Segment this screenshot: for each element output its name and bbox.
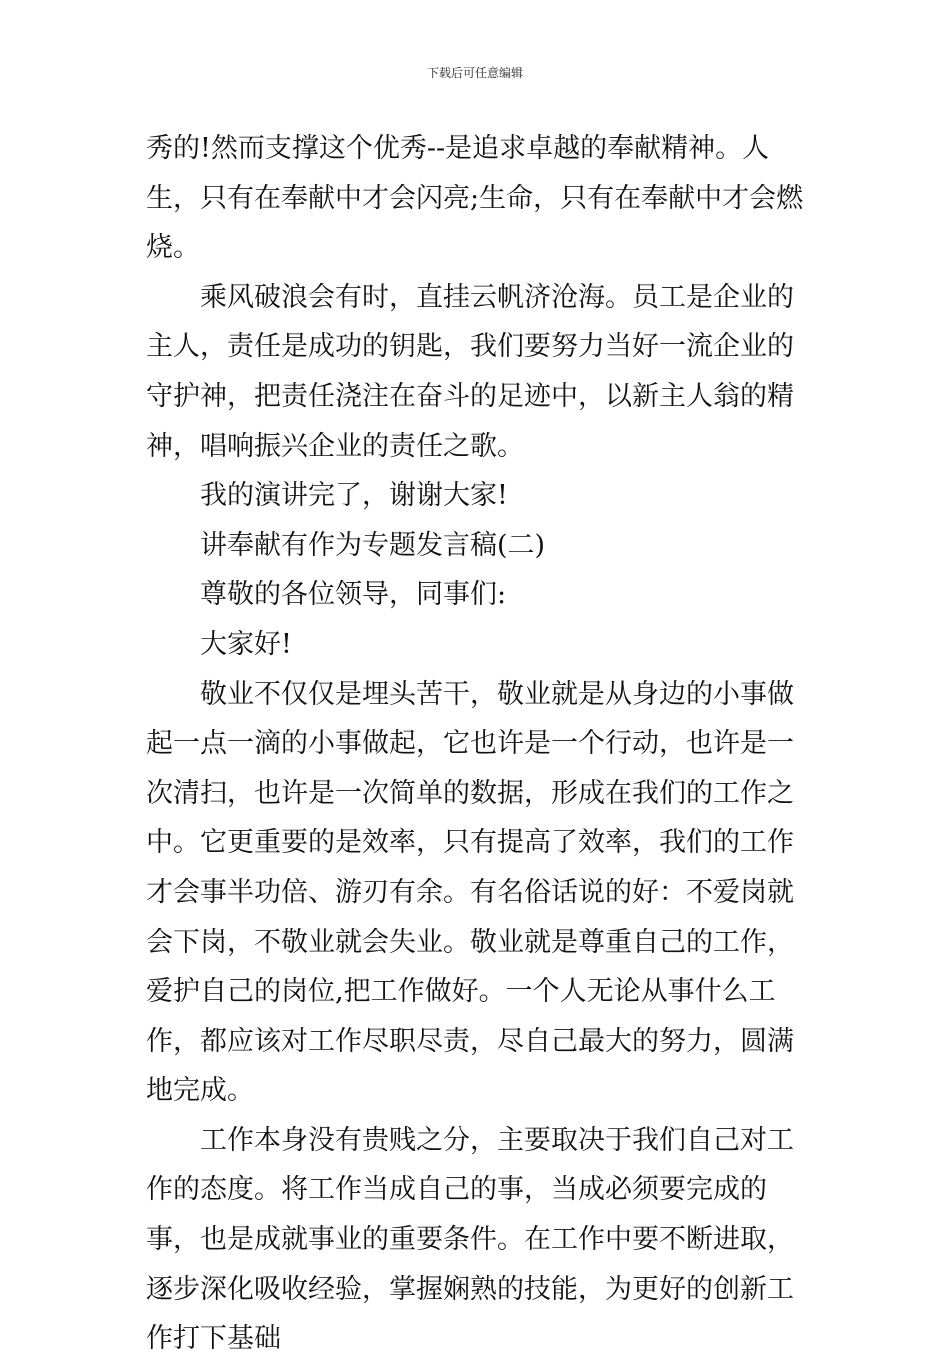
page-header-note: 下载后可任意编辑: [426, 66, 523, 80]
section-title: 讲奉献有作为专题发言稿(二): [200, 529, 546, 561]
salutation: 尊敬的各位领导，同事们:: [200, 579, 507, 611]
paragraph: 敬业不仅仅是埋头苦干，敬业就是从身边的小事做起一点一滴的小事做起，它也许是一个行动，也许是一次清扫，也许是一次简单的数据，形成在我们的工作之中。它更重要的是效率，只有提高了效率，我们的工作才会事半功倍、游刃有余。有名俗话说的好：不爱岗就会下岗，不敬业就会失业。敬业就是尊重自己的工作，爱护自己的岗位,把工作做好。一个人无论从事什么工作，都应该对工作尽职尽责，尽自己最大的努力，圆满地完成。: [146, 678, 794, 1107]
paragraph: 秀的!然而支撑这个优秀--是追求卓越的奉献精神。人生，只有在奉献中才会闪亮;生命，只有在奉献中才会燃烧。: [146, 133, 804, 264]
document-body: [146, 124, 808, 1364]
greeting: 大家好!: [200, 628, 292, 660]
paragraph: 乘风破浪会有时，直挂云帆济沧海。员工是企业的主人，责任是成功的钥匙，我们要努力当好一流企业的守护神，把责任浇注在奋斗的足迹中，以新主人翁的精神，唱响振兴企业的责任之歌。: [146, 281, 794, 462]
paragraph: 工作本身没有贵贱之分，主要取决于我们自己对工作的态度。将工作当成自己的事，当成必须要完成的事，也是成就事业的重要条件。在工作中要不断进取，逐步深化吸收经验，掌握娴熟的技能，为更好的创新工作打下基础: [146, 1124, 794, 1355]
paragraph: 我的演讲完了，谢谢大家!: [200, 480, 508, 512]
